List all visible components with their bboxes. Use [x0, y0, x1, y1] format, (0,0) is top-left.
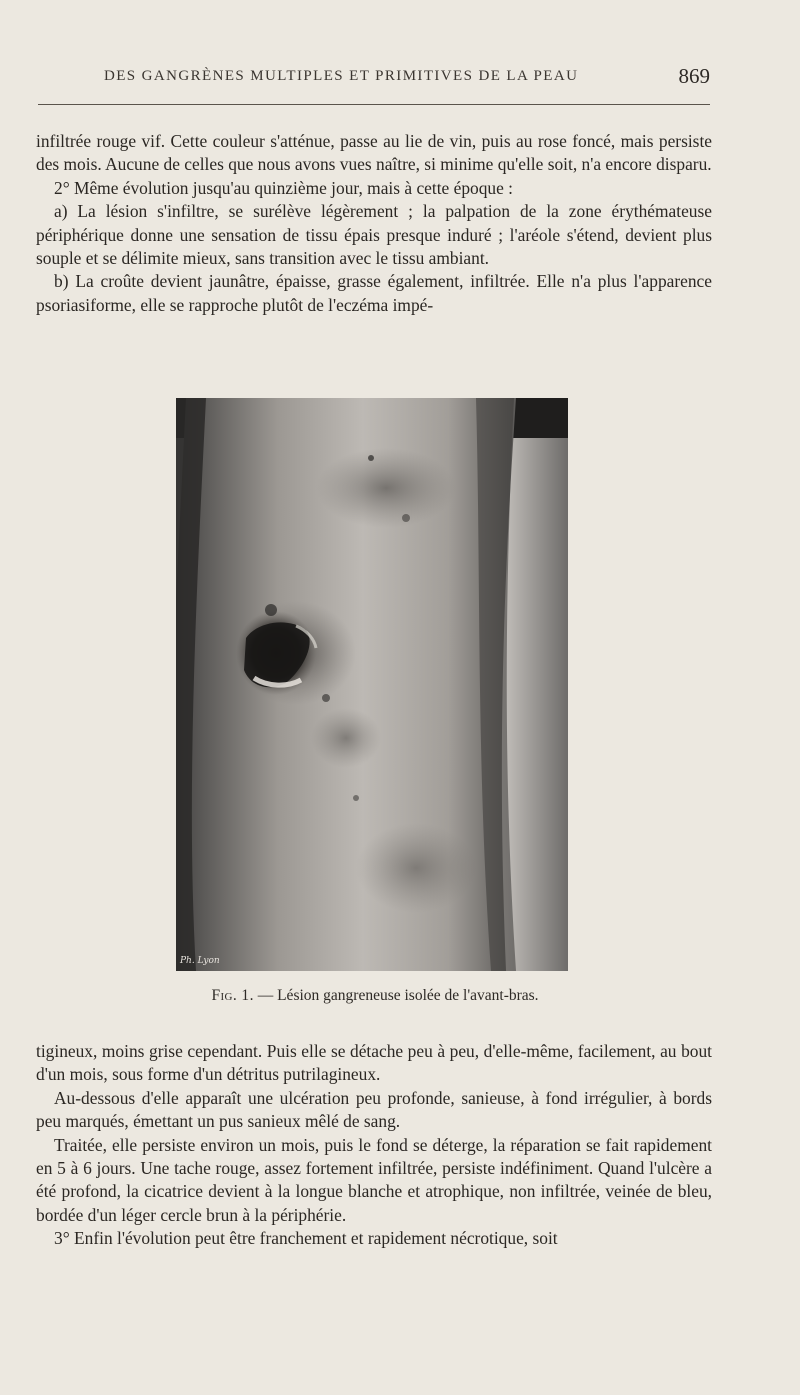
forearm-lesion-photo	[176, 398, 568, 971]
paragraph: 2° Même évolution jusqu'au quinzième jour, mais à cette époque :	[54, 177, 514, 198]
paragraph: tigineux, moins grise cependant. Puis elle se détache peu à peu, d'elle-même, facilement, au bout d'un mois, sous forme d'un détritus putrilagineux.	[36, 1041, 712, 1085]
figure-caption	[150, 987, 600, 1005]
photographer-signature: Ph. Lyon	[180, 956, 220, 966]
figure-label: Fig. 1.	[211, 987, 254, 1004]
paragraph: 3° Enfin l'évolution peut être franchement et rapidement nécrotique, soit	[54, 1228, 558, 1249]
paragraph: Traitée, elle persiste environ un mois, puis le fond se déterge, la réparation se fait rapidement en 5 à 6 jours. Une tache rouge, assez fortement infiltrée, persiste indéfiniment. Quand l'ulcère a été profond, la cicatrice devient à la longue blanche et atrophique, non infiltrée, veinée de bleu, bordée d'un léger cercle brun à la périphérie.	[36, 1134, 712, 1225]
paragraph: Au-dessous d'elle apparaît une ulcération peu profonde, sanieuse, à fond irrégulier, à bords peu marqués, émettant un pus sanieux mêlé de sang.	[36, 1087, 712, 1132]
figure-caption-text: — Lésion gangreneuse isolée de l'avant-bras.	[257, 987, 539, 1004]
body-text-bottom	[36, 1040, 712, 1251]
body-text-top	[36, 130, 712, 317]
page-header	[40, 66, 710, 96]
page-number: 869	[678, 64, 710, 88]
paragraph: infiltrée rouge vif. Cette couleur s'atténue, passe au lie de vin, puis au rose foncé, mais persiste des mois. Aucune de celles que nous avons vues naître, si minime qu'elle soit, n'a encore disparu.	[36, 131, 712, 175]
paragraph: b) La croûte devient jaunâtre, épaisse, grasse également, infiltrée. Elle n'a plus l'apparence psoriasiforme, elle se rapproche plutôt de l'eczéma impé-	[36, 271, 712, 315]
figure-photograph	[176, 398, 568, 971]
running-title: DES GANGRÈNES MULTIPLES ET PRIMITIVES DE LA PEAU	[104, 68, 579, 84]
paragraph: a) La lésion s'infiltre, se surélève légèrement ; la palpation de la zone érythémateuse périphérique donne une sensation de tissu épais presque induré ; l'aréole s'étend, devient plus souple et se délimite mieux, sans transition avec le tissu ambiant.	[36, 201, 712, 269]
header-rule	[38, 104, 710, 105]
